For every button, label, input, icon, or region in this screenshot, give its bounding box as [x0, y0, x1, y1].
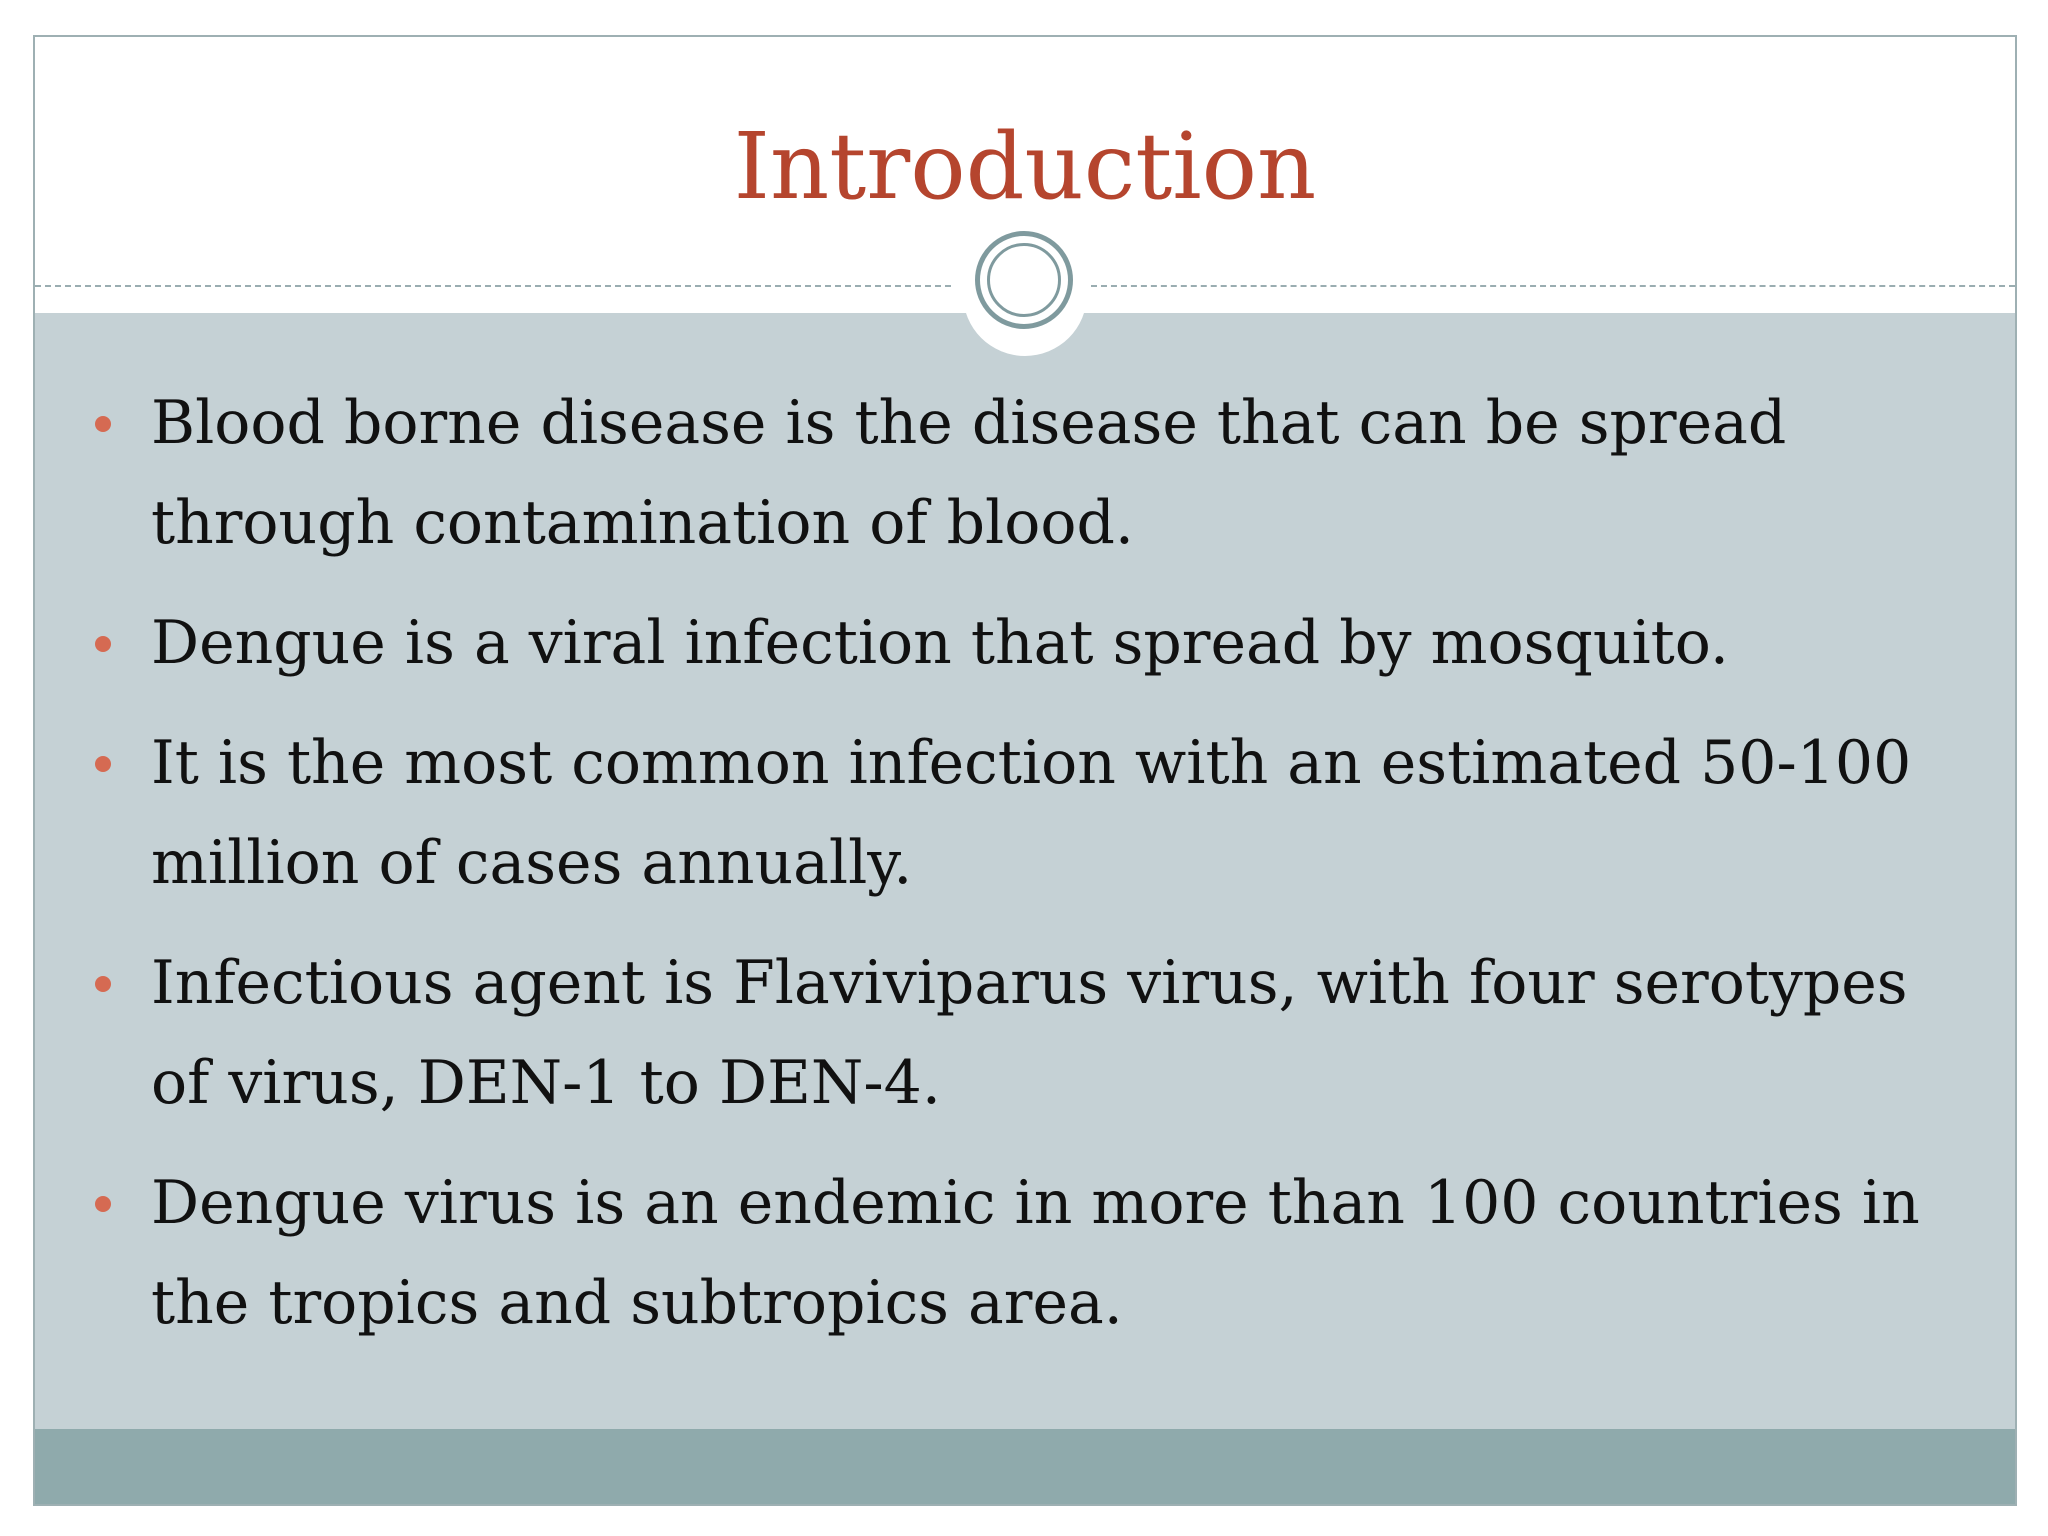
slide-title: Introduction — [733, 113, 1317, 220]
bullet-dot-icon — [95, 976, 111, 992]
dashed-divider-left — [35, 285, 951, 287]
ring-ornament-inner — [987, 243, 1061, 317]
bullet-item — [35, 373, 2015, 573]
bullet-text: Dengue virus is an endemic in more than 100 countries in the tropics and subtropics area. — [151, 1168, 1920, 1338]
bullet-dot-icon — [95, 416, 111, 432]
bullet-item — [35, 593, 2015, 693]
bullet-dot-icon — [95, 636, 111, 652]
bullet-text: Infectious agent is Flaviviparus virus, with four serotypes of virus, DEN-1 to DEN-4. — [151, 948, 1908, 1118]
slide — [33, 35, 2017, 1506]
bullet-text: Dengue is a viral infection that spread by mosquito. — [151, 608, 1729, 678]
bullet-text: It is the most common infection with an estimated 50-100 million of cases annually. — [151, 728, 1912, 898]
bullet-item — [35, 933, 2015, 1133]
dashed-divider-right — [1091, 285, 2015, 287]
bullet-list — [35, 373, 2015, 1373]
bullet-dot-icon — [95, 756, 111, 772]
bullet-item — [35, 1153, 2015, 1353]
bullet-text: Blood borne disease is the disease that can be spread through contamination of blood. — [151, 388, 1787, 558]
footer-bar — [35, 1429, 2015, 1504]
bullet-dot-icon — [95, 1196, 111, 1212]
bullet-item — [35, 713, 2015, 913]
